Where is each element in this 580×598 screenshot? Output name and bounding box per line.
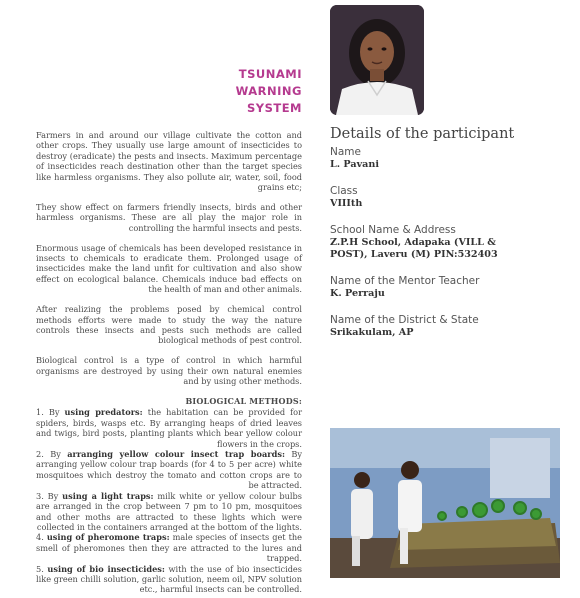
participant-photo <box>330 5 424 115</box>
method-item: 5. using of bio insecticides: with the use of bio insecticides like green chilli solution, garlic solution, neem oil, NPV solution etc., harmful insects can be controlled. <box>36 563 302 595</box>
paragraph: Farmers in and around our village cultivate the cotton and other crops. They usually use large amount of insecticides to destroy (eradicate) the pests and insects. Maximum percentage of insecticides reach destination other than the target species like harmless organisms. They also pollute air, water, soil, food grains etc; <box>36 130 302 193</box>
title-line: WARNING <box>235 84 302 98</box>
title-line: SYSTEM <box>246 101 302 115</box>
portrait-illustration <box>330 5 424 115</box>
field-value: K. Perraju <box>330 288 385 299</box>
field-value: L. Pavani <box>330 159 380 170</box>
article-body <box>36 130 302 595</box>
paragraph: They show effect on farmers friendly insects, birds and other harmless organisms. These are all play the major role in controlling the harmful insects and pests. <box>36 201 302 233</box>
participant-details <box>330 126 560 353</box>
method-item: 2. By arranging yellow colour insect trap boards: By arranging yellow colour trap boards (for 4 to 5 per acre) white mosquitoes which destroy the tomato and cotton crops are to be attracted. <box>36 449 302 491</box>
field-class <box>330 185 560 210</box>
paragraph: Enormous usage of chemicals has been developed resistance in insects to chemicals to eradicate them. Prolonged usage of insecticides make the land unfit for cultivation and also show effect on ecological balance. Chemicals induce bad effects on the health of man and other animals. <box>36 242 302 295</box>
field-mentor <box>330 275 560 300</box>
field-name <box>330 146 560 171</box>
field-school <box>330 224 560 261</box>
paragraph: After realizing the problems posed by chemical control methods efforts were made to study the way the nature controls these insects and pests such methods are called biological methods of pest control. <box>36 304 302 346</box>
details-heading: Details of the participant <box>330 126 515 142</box>
field-value: Z.P.H School, Adapaka (VILL & POST), Laveru (M) PIN:532403 <box>330 237 498 260</box>
field-label: Name of the District & State <box>330 314 479 326</box>
field-label: Class <box>330 185 358 197</box>
field-district <box>330 314 560 339</box>
method-item: 4. using of pheromone traps: male species of insects get the smell of pheromones then they are attracted to the lures and trapped. <box>36 532 302 564</box>
field-value: Srikakulam, AP <box>330 327 414 338</box>
method-item: 1. By using predators: the habitation can be provided for spiders, birds, wasps etc. By arranging heaps of dried leaves and twigs, bird posts, planting plants which bear yellow colour flowers in the crops. <box>36 407 302 449</box>
method-item: 3. By using a light traps: milk white or yellow colour bulbs are arranged in the crop between 7 pm to 10 pm, mosquitoes and other moths are attracted to these lights which were collected in the containers arranged at the bottom of the lights. <box>36 490 302 532</box>
project-title <box>226 66 302 117</box>
paragraph: Biological control is a type of control in which harmful organisms are destroyed by using their own natural enemies and by using other methods. <box>36 355 302 387</box>
methods-heading: BIOLOGICAL METHODS: <box>185 396 302 407</box>
field-label: School Name & Address <box>330 224 456 236</box>
field-label: Name of the Mentor Teacher <box>330 275 480 287</box>
field-label: Name <box>330 146 361 158</box>
title-line: TSUNAMI <box>238 67 302 81</box>
project-model-photo <box>330 428 560 578</box>
field-value: VIIIth <box>330 198 363 209</box>
methods-list <box>36 407 302 594</box>
model-illustration <box>330 428 560 578</box>
